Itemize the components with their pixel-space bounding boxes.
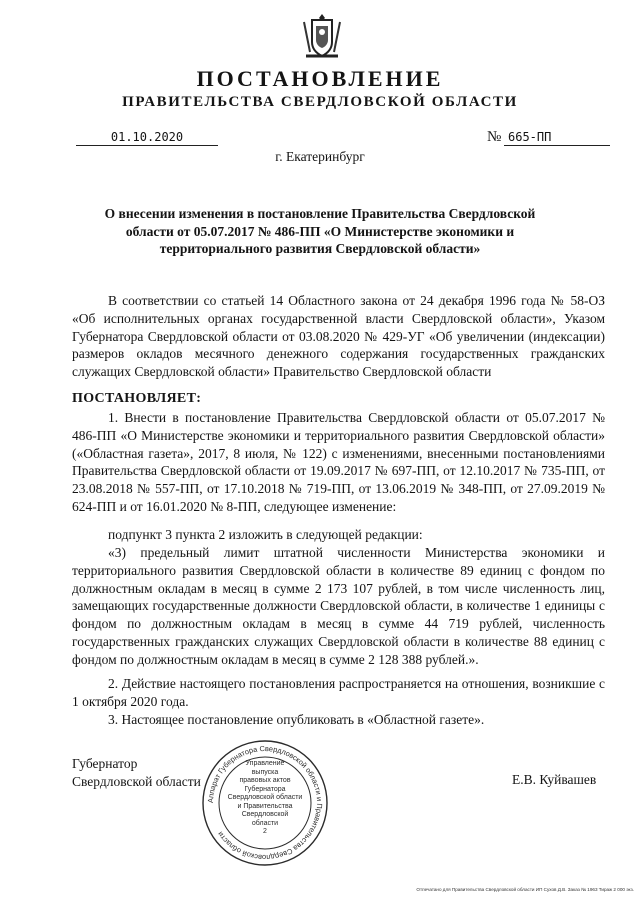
stamp-line: Свердловской — [241, 811, 289, 818]
signatory-position-line: Губернатор — [72, 756, 138, 771]
stamp-line: правовых актов — [239, 777, 291, 784]
stamp-line: 2 — [263, 828, 267, 835]
print-footer: Отпечатано для Правительства Свердловской области ИП Сухов Д.В. Заказ № 1963 Тираж 2 000 экз. — [416, 887, 634, 892]
item-1-paragraph: 1. Внести в постановление Правительства Свердловской области от 05.07.2017 № 486-ПП «О Министерстве экономики и территориального развития Свердловской области» («Областная газета», 2017, 8 июля, № 122) с изменениями, внесенными постановлениями Правительства Свердловской области от 19.09.2017 № 697-ПП, от 12.10.2017 № 735-ПП, от 23.08.2018 № 557-ПП, от 17.10.2018 № 719-ПП, от 13.06.2019 № 348-ПП, от 27.09.2019 № 624-ПП и от 16.01.2020 № 8-ПП, следующее изменение: — [72, 410, 605, 514]
stamp-line: области — [251, 819, 279, 827]
resolves-label: ПОСТАНОВЛЯЕТ: — [72, 391, 202, 406]
preamble-paragraph: В соответствии со статьей 14 Областного закона от 24 декабря 1996 года № 58-ОЗ «Об исполнительных органах государственной власти Свердловской области», Указом Губернатора Свердловской области от 03.08.2020 № 429-УГ «Об увеличении (индексации) размеров окладов месячного денежного содержания государственных гражданских служащих Свердловской области» Правительство Свердловской области — [72, 293, 605, 380]
stamp-line: Управление — [245, 760, 285, 767]
signatory-position-line: Свердловской области — [72, 773, 201, 789]
coat-of-arms-icon — [300, 12, 344, 62]
document-number: 665-ПП — [504, 130, 610, 146]
signatory-name: Е.В. Куйвашев — [512, 772, 597, 787]
city: г. Екатеринбург — [275, 149, 365, 164]
stamp-line: и Правительства — [237, 802, 293, 810]
signatory-position — [72, 755, 201, 790]
document-subtitle: ПРАВИТЕЛЬСТВА СВЕРДЛОВСКОЙ ОБЛАСТИ — [122, 94, 518, 110]
subitem-paragraph: подпункт 3 пункта 2 изложить в следующей редакции: — [108, 527, 423, 542]
number-sign: № — [487, 129, 502, 145]
item-3-paragraph: 3. Настоящее постановление опубликовать в «Областной газете». — [108, 712, 485, 727]
document-title: ПОСТАНОВЛЕНИЕ — [196, 66, 444, 91]
stamp-line: Свердловской области — [227, 794, 303, 801]
document-date: 01.10.2020 — [76, 130, 218, 146]
quote-paragraph: «3) предельный лимит штатной численности Министерства экономики и территориального развития Свердловской области в количестве 89 единиц с фондом по должностным окладам в месяц в сумме 2 173 107 рублей, в том числе численность лиц, замещающих государственные должности Свердловской области, в количестве 1 единицы с фондом по должностным окладам в месяц в сумме 44 719 рублей, численность государственных гражданских служащих Свердловской области в количестве 88 единиц с фондом по должностным окладам в месяц в сумме 2 128 388 рублей.». — [72, 545, 605, 667]
item-2-paragraph: 2. Действие настоящего постановления распространяется на отношения, возникшие с 1 октября 2020 года. — [72, 676, 605, 709]
document-heading: О внесении изменения в постановление Правительства Свердловской области от 05.07.2017 № 486-ПП «О Министерстве экономики и территориального развития Свердловской области» — [104, 206, 536, 256]
stamp-line: выпуска — [251, 768, 279, 776]
stamp-ring-text: Аппарат Губернатора Свердловской области и Правительства Свердловской области — [205, 743, 325, 863]
stamp-inner-text — [226, 760, 304, 837]
stamp-line: Губернатора — [244, 785, 286, 793]
